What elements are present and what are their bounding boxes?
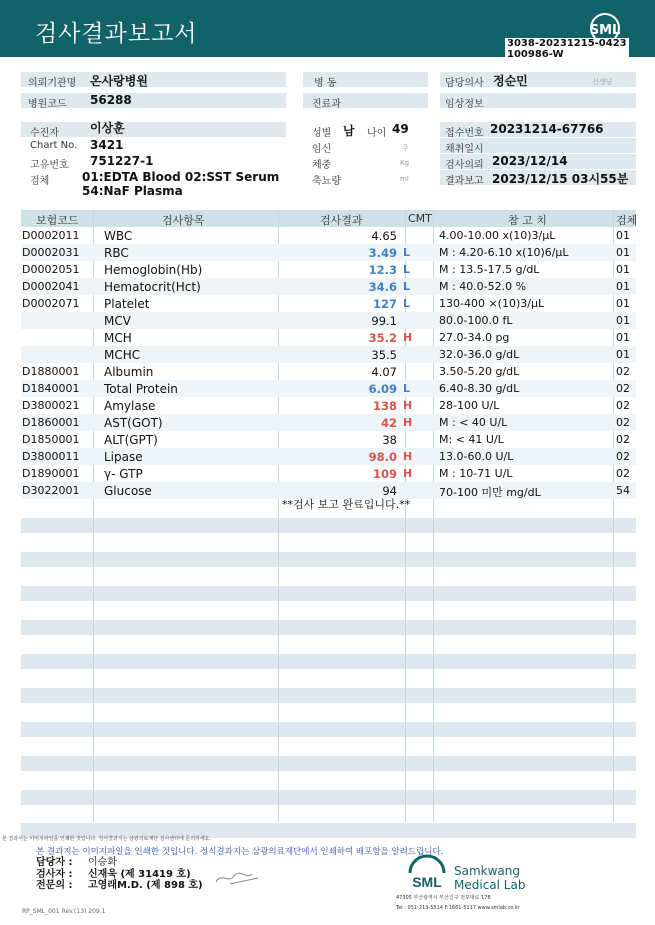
svg-text:SML: SML xyxy=(412,874,442,890)
row-ref: M : 13.5-17.5 g/dL xyxy=(439,263,540,276)
preg-label: 임신 xyxy=(312,144,332,155)
document-number: 3038-20231215-0423 100986-W xyxy=(507,38,627,60)
row-result: 34.6 xyxy=(368,280,397,294)
row-flag: L xyxy=(403,263,411,276)
row-result: 35.2 xyxy=(368,331,397,345)
collect-label: 채취일시 xyxy=(445,144,484,155)
col-result: 검사결과 xyxy=(320,214,363,227)
row-spec: 02 xyxy=(616,416,630,429)
row-result: 99.1 xyxy=(371,314,397,328)
row-result: 127 xyxy=(372,297,397,311)
row-ref: 3.50-5.20 g/dL xyxy=(439,365,520,378)
signature-image xyxy=(212,866,264,888)
row-ref: 80.0-100.0 fL xyxy=(439,314,513,327)
row-spec: 01 xyxy=(616,263,630,276)
row-result: 109 xyxy=(372,467,397,481)
receipt-label: 접수번호 xyxy=(445,128,484,139)
row-code: D0002031 xyxy=(22,246,80,259)
row-flag: L xyxy=(403,297,411,310)
row-spec: 01 xyxy=(616,229,630,242)
expert-value: 고영래M.D. (제 898 호) xyxy=(88,880,203,891)
fine-print: 본 결과서는 이미지파일을 인쇄한 것입니다. 정식결과지는 삼광의료재단 검사센터에 문의하세요. xyxy=(2,836,212,842)
row-spec: 01 xyxy=(616,246,630,259)
col-item: 검사항목 xyxy=(162,214,205,227)
specimen-value-1: 01:EDTA Blood 02:SST Serum xyxy=(82,170,280,184)
row-result: 4.07 xyxy=(371,365,397,379)
col-spec: 검체 xyxy=(616,214,638,227)
sex-label: 성별 xyxy=(312,128,332,139)
row-item: MCH xyxy=(104,331,132,345)
specimen-label: 검체 xyxy=(30,176,50,187)
dept-label: 진료과 xyxy=(312,99,341,110)
row-item: Amylase xyxy=(104,399,156,413)
row-item: MCV xyxy=(104,314,131,328)
row-code: D1860001 xyxy=(22,416,80,429)
row-item: Glucose xyxy=(104,484,152,498)
row-result: 138 xyxy=(372,399,397,413)
receipt-value: 20231214-67766 xyxy=(490,122,604,136)
report-title: 검사결과보고서 xyxy=(35,21,198,47)
id-label: 고유번호 xyxy=(30,160,69,171)
row-flag: H xyxy=(403,331,413,344)
row-flag: H xyxy=(403,416,413,429)
row-ref: 6.40-8.30 g/dL xyxy=(439,382,520,395)
row-item: Albumin xyxy=(104,365,154,379)
specimen-value-2: 54:NaF Plasma xyxy=(82,184,183,198)
staff-value: 이승화 xyxy=(88,857,117,868)
hospital-label: 의뢰기관명 xyxy=(28,78,77,89)
row-ref: 13.0-60.0 U/L xyxy=(439,450,514,463)
row-ref: M: < 41 U/L xyxy=(439,433,504,446)
row-ref: 4.00-10.00 x(10)3/μL xyxy=(439,229,556,242)
report-label: 결과보고 xyxy=(445,176,484,187)
ward-label: 병 동 xyxy=(314,78,337,89)
sml-logo: SML xyxy=(586,13,624,43)
form-number: RP_SML_001 Rev.(13) 209.1 xyxy=(22,908,106,915)
row-spec: 01 xyxy=(616,297,630,310)
id-value: 751227-1 xyxy=(90,154,154,168)
expert-label: 전문의 : xyxy=(36,880,73,891)
row-spec: 02 xyxy=(616,433,630,446)
row-code: D1890001 xyxy=(22,467,80,480)
brand-line-1: Samkwang xyxy=(454,864,520,878)
row-item: Total Protein xyxy=(104,382,178,396)
row-item: Hemoglobin(Hb) xyxy=(104,263,203,277)
col-code: 보험코드 xyxy=(36,214,79,227)
row-flag: L xyxy=(403,382,411,395)
weight-unit: Kg xyxy=(400,159,410,167)
urine-label: 축뇨량 xyxy=(312,176,341,187)
row-item: MCHC xyxy=(104,348,141,362)
row-ref: M : 40.0-52.0 % xyxy=(439,280,527,293)
row-spec: 02 xyxy=(616,450,630,463)
row-result: 35.5 xyxy=(371,348,397,362)
brand-line-2: Medical Lab xyxy=(454,878,526,892)
row-code: D1880001 xyxy=(22,365,80,378)
row-flag: H xyxy=(403,399,413,412)
footer-address: 47305 부산광역시 부산진구 전포대로 178 xyxy=(396,895,491,901)
request-label: 검사의뢰 xyxy=(445,160,484,171)
row-item: Lipase xyxy=(104,450,143,464)
row-ref: 130-400 ×(10)3/μL xyxy=(439,297,545,310)
row-result: 12.3 xyxy=(368,263,397,277)
row-flag: H xyxy=(403,467,413,480)
row-ref: 32.0-36.0 g/dL xyxy=(439,348,520,361)
footer-contact: Tel : 051-213-5514 F:1661-5117 www.smlab.co.kr xyxy=(396,905,520,911)
row-ref: 27.0-34.0 pg xyxy=(439,331,510,344)
row-code: D0002011 xyxy=(22,229,80,242)
footer-notice: 본 결과지는 이미지파일을 인쇄한 것입니다. 정식결과지는 삼광의료재단에서 인쇄하여 배포함을 알려드립니다. xyxy=(36,847,444,857)
doctor-value: 정순민 xyxy=(493,74,528,88)
row-spec: 01 xyxy=(616,314,630,327)
row-ref: 28-100 U/L xyxy=(439,399,500,412)
row-item: RBC xyxy=(104,246,129,260)
tester-label: 검사자 : xyxy=(36,869,73,880)
row-code: D0002071 xyxy=(22,297,80,310)
row-spec: 54 xyxy=(616,484,630,497)
patient-value: 이상훈 xyxy=(90,121,125,135)
sex-value: 남 xyxy=(343,124,355,138)
row-spec: 01 xyxy=(616,280,630,293)
row-result: 98.0 xyxy=(368,450,397,464)
row-result: 6.09 xyxy=(368,382,397,396)
sml-footer-logo-icon xyxy=(404,853,450,893)
patient-label: 수진자 xyxy=(30,128,59,139)
row-result: 42 xyxy=(380,416,397,430)
row-ref: M : 10-71 U/L xyxy=(439,467,513,480)
doctor-suffix: 선생님 xyxy=(592,78,613,86)
row-flag: L xyxy=(403,280,411,293)
row-code: D3800011 xyxy=(22,450,80,463)
code-label: 병원코드 xyxy=(28,99,67,110)
row-code: D0002041 xyxy=(22,280,80,293)
row-code: D1850001 xyxy=(22,433,80,446)
chart-label: Chart No. xyxy=(30,140,78,151)
weight-label: 체중 xyxy=(312,160,332,171)
row-result: 38 xyxy=(382,433,397,447)
request-value: 2023/12/14 xyxy=(492,154,568,168)
row-item: WBC xyxy=(104,229,133,243)
tester-value: 신재욱 (제 31419 호) xyxy=(88,869,191,880)
row-spec: 01 xyxy=(616,331,630,344)
row-code: D3022001 xyxy=(22,484,80,497)
row-item: Platelet xyxy=(104,297,150,311)
row-result: 4.65 xyxy=(371,229,397,243)
row-code: D0002051 xyxy=(22,263,80,276)
preg-unit: 주 xyxy=(402,144,409,152)
hospital-value: 온사랑병원 xyxy=(90,74,148,88)
report-value: 2023/12/15 03시55분 xyxy=(492,172,629,186)
doctor-label: 담당의사 xyxy=(445,78,484,89)
row-spec: 02 xyxy=(616,467,630,480)
row-ref: 70-100 미만 mg/dL xyxy=(439,486,541,499)
clinical-label: 임상정보 xyxy=(445,99,484,110)
row-spec: 01 xyxy=(616,348,630,361)
row-item: AST(GOT) xyxy=(104,416,163,430)
row-spec: 02 xyxy=(616,365,630,378)
row-item: ALT(GPT) xyxy=(104,433,158,447)
col-cmt: CMT xyxy=(408,212,432,225)
urine-unit: ml xyxy=(400,175,409,183)
row-item: Hematocrit(Hct) xyxy=(104,280,201,294)
row-result: 3.49 xyxy=(368,246,397,260)
row-flag: H xyxy=(403,450,413,463)
row-ref: M : < 40 U/L xyxy=(439,416,508,429)
row-code: D1840001 xyxy=(22,382,80,395)
row-spec: 02 xyxy=(616,399,630,412)
complete-note: **검사 보고 완료입니다.** xyxy=(282,498,411,511)
row-result: 94 xyxy=(382,484,397,498)
age-value: 49 xyxy=(392,122,409,136)
row-spec: 02 xyxy=(616,382,630,395)
code-value: 56288 xyxy=(90,93,132,107)
col-ref: 참 고 치 xyxy=(508,214,547,227)
staff-label: 담당자 : xyxy=(36,857,73,868)
age-label: 나이 xyxy=(367,128,387,139)
chart-value: 3421 xyxy=(90,138,124,152)
row-item: γ- GTP xyxy=(104,467,143,481)
row-ref: M : 4.20-6.10 x(10)6/μL xyxy=(439,246,569,259)
row-flag: L xyxy=(403,246,411,259)
row-code: D3800021 xyxy=(22,399,80,412)
